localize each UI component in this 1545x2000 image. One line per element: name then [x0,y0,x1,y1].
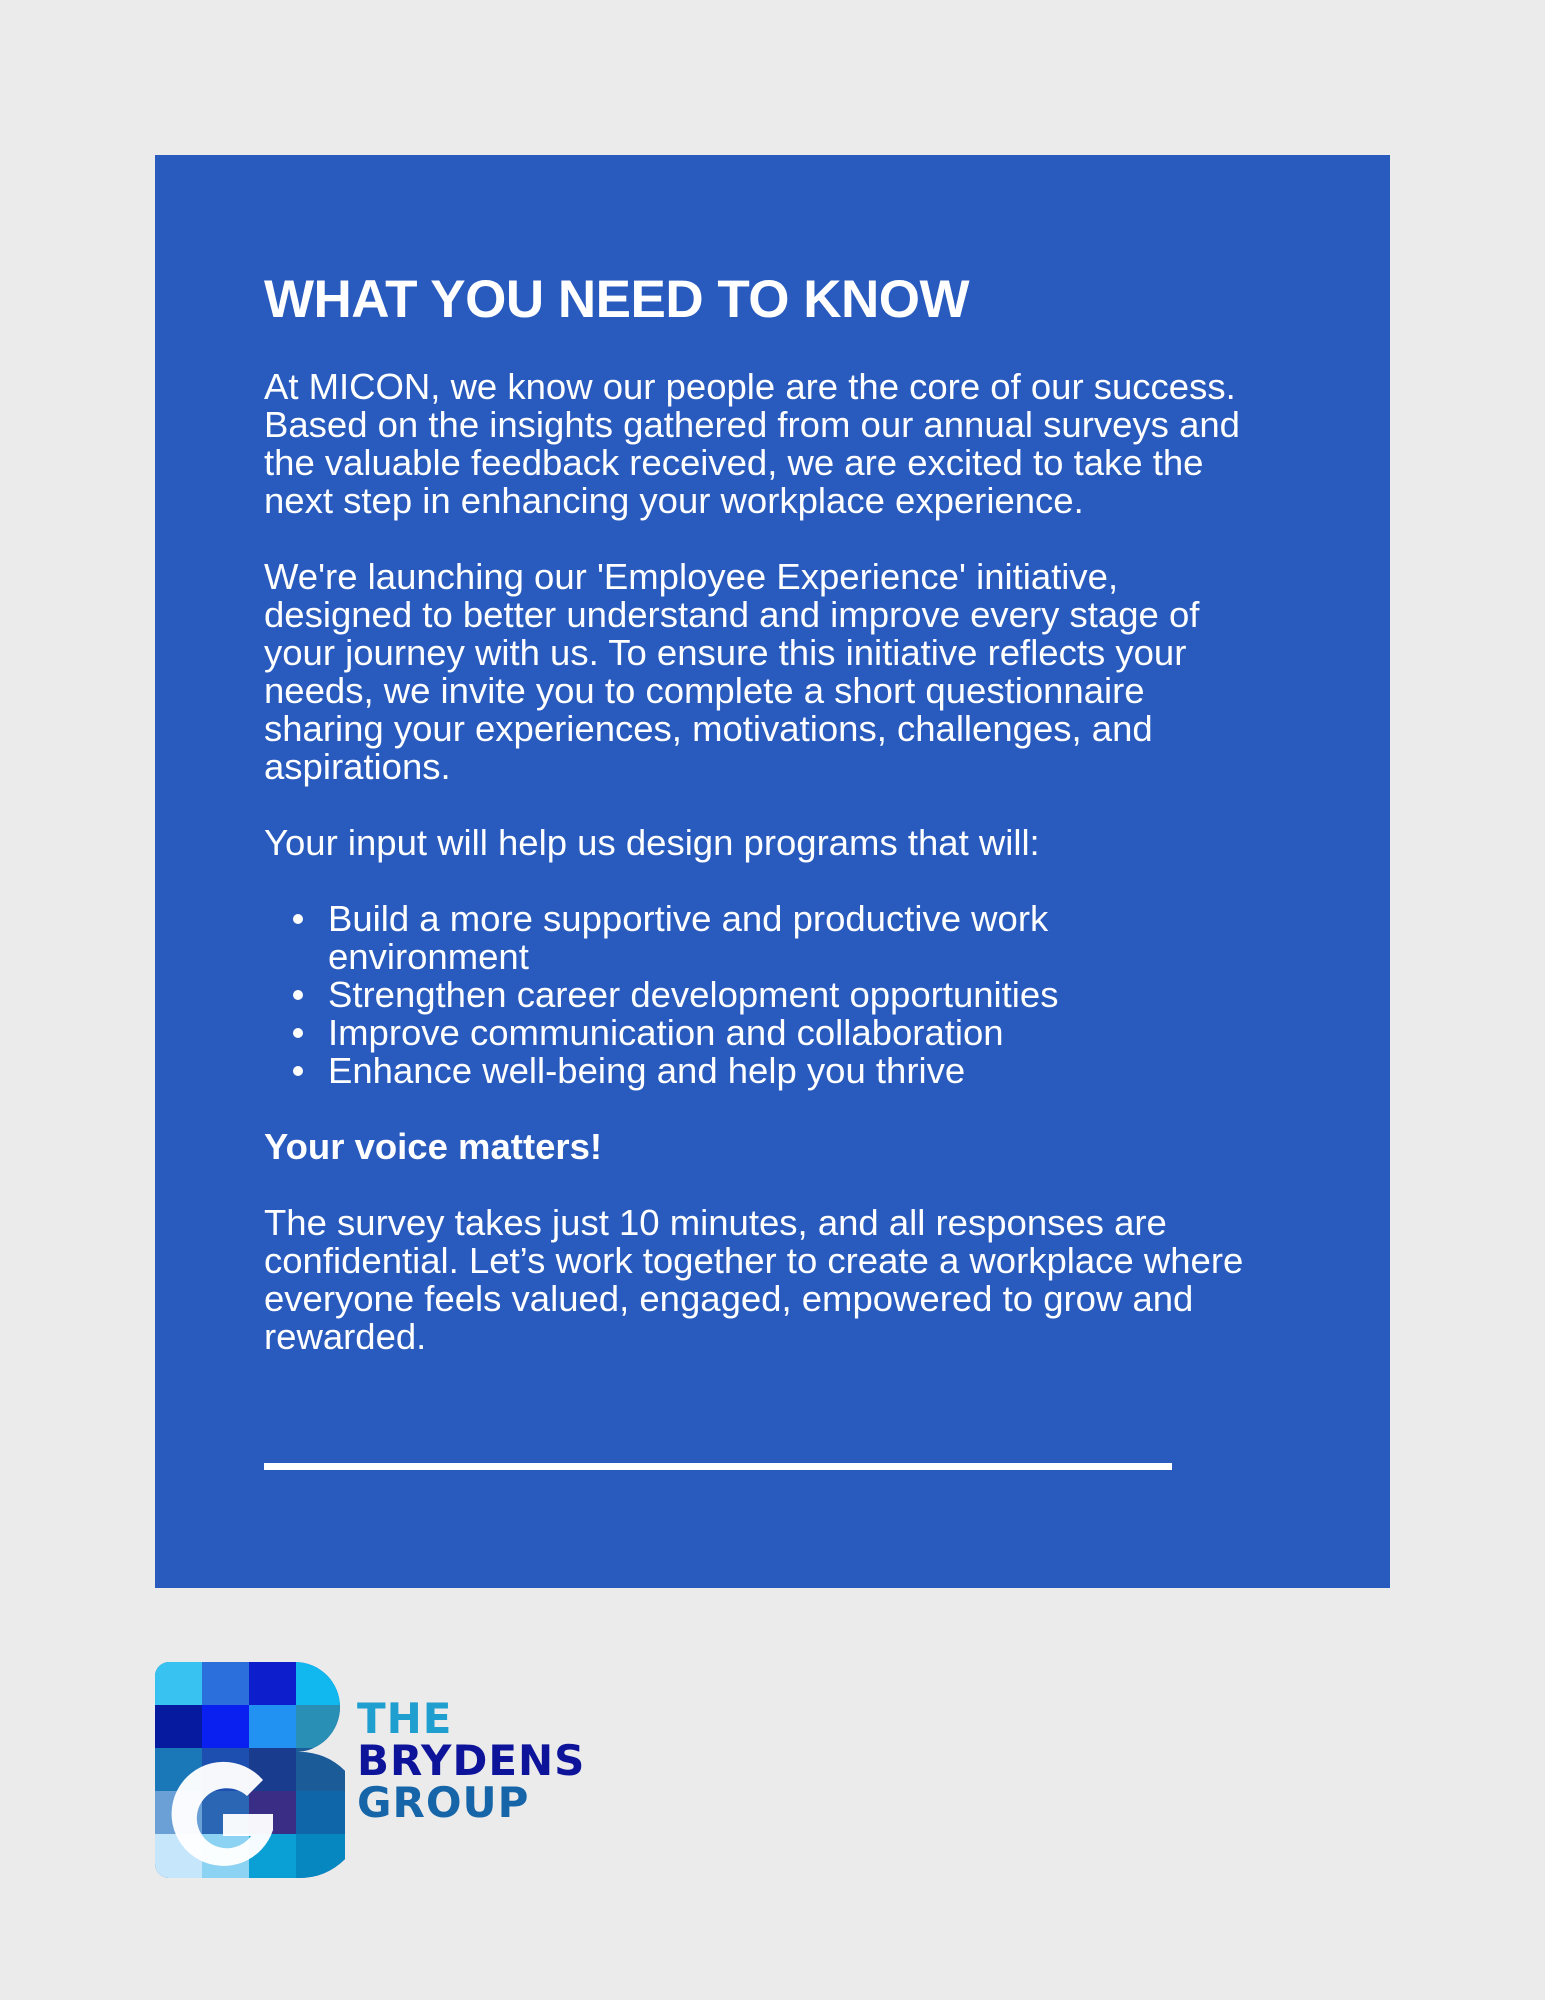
section-title: WHAT YOU NEED TO KNOW [264,270,969,329]
list-item-label: Build a more supportive and productive work environment [328,898,1049,977]
list-item [264,1052,1168,1090]
list-item-label: Improve communication and collaboration [328,1012,1004,1053]
brand-wordmark [357,1694,586,1827]
list-item [264,900,1168,976]
initiative-paragraph: We're launching our 'Employee Experience' initiative, designed to better understand and improve every stage of your journey with us. To ensure this initiative reflects your needs, we invite you to complete a short questionnaire sharing your experiences, motivations, challenges, and aspirations. [264,556,1200,787]
programs-lead-in: Your input will help us design programs that will: [264,822,1040,863]
bullet-icon [293,990,303,1000]
list-item [264,1014,1168,1052]
intro-paragraph: At MICON, we know our people are the core of our success. Based on the insights gathered from our annual surveys and the valuable feedback received, we are excited to take the next step in enhancing your workplace experience. [264,366,1240,521]
bullet-icon [293,914,303,924]
bullet-icon [293,1028,303,1038]
closing-paragraph: The survey takes just 10 minutes, and all responses are confidential. Let’s work together to create a workplace where everyone feels valued, engaged, empowered to grow and rewarded. [264,1202,1244,1357]
voice-callout: Your voice matters! [264,1126,603,1167]
list-item [264,976,1168,1014]
info-content [264,270,1264,1356]
brand-line-brydens: BRYDENS [357,1736,586,1785]
brand-line-group: GROUP [357,1778,530,1827]
program-goals-list [264,900,1264,1090]
brydens-logo-icon [155,1662,345,1878]
list-item-label: Strengthen career development opportunities [328,974,1059,1015]
list-item-label: Enhance well-being and help you thrive [328,1050,966,1091]
divider-line [264,1463,1172,1470]
bullet-icon [293,1066,303,1076]
brand-line-the: THE [357,1694,453,1743]
